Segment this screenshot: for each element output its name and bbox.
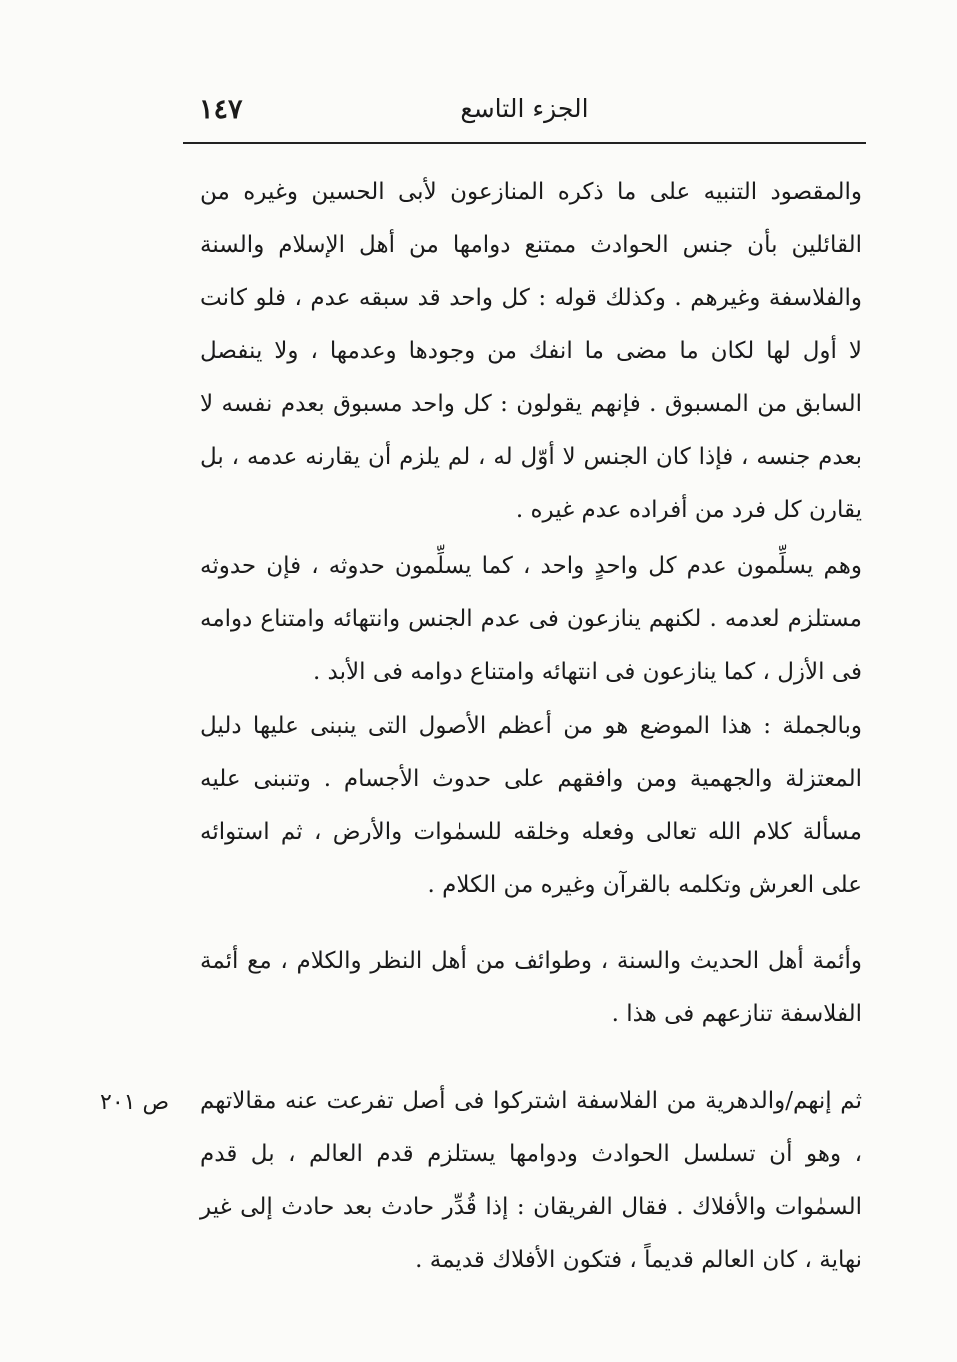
paragraph: والمقصود التنبيه على ما ذكره المنازعون لأبى الحسين وغيره من القائلين بأن جنس الحوادث ممتنع دوامها من أهل الإسلام والسنة والفلاسفة وغيرهم . وكذلك قوله : كل واحد قد سبقه عدم ، فلو كانت لا أول لها لكان ما مضى ما انفك من وجودها وعدمها ، ولا ينفصل السابق من المسبوق . فإنهم يقولون : كل واحد مسبوق بعدم نفسه لا بعدم جنسه ، فإذا كان الجنس لا أوّل له ، لم يلزم أن يقارنه عدمه ، بل يقارن كل فرد من أفراده عدم غيره . [200, 179, 862, 523]
paragraph: وهم يسلِّمون عدم كل واحدٍ واحد ، كما يسلِّمون حدوثه ، فإن حدوثه مستلزم لعدمه . لكنهم ينازعون فى عدم الجنس وانتهائه وامتناع دوامه فى الأزل ، كما ينازعون فى انتهائه وامتناع دوامه فى الأبد . [200, 553, 862, 685]
running-title: الجزء التاسع [460, 94, 589, 123]
paragraph: وأئمة أهل الحديث والسنة ، وطوائف من أهل النظر والكلام ، مع أئمة الفلاسفة تنازعهم فى هذا . [200, 948, 862, 1027]
paragraph: وبالجملة : هذا الموضع هو من أعظم الأصول التى ينبنى عليها دليل المعتزلة والجهمية ومن وافقهم على حدوث الأجسام . وتنبنى عليه مسألة كلام الله تعالى وفعله وخلقه للسمٰوات والأرض ، ثم استوائه على العرش وتكلمه بالقرآن وغيره من الكلام . [200, 713, 862, 898]
page-number: ١٤٧ [199, 94, 243, 125]
paragraph: ثم إنهم/والدهرية من الفلاسفة اشتركوا فى أصل تفرعت عنه مقالاتهم ، وهو أن تسلسل الحوادث ودوامها يستلزم قدم العالم ، بل قدم السمٰوات والأفلاك . فقال الفريقان : إذا قُدِّر حادث بعد حادث إلى غير نهاية ، كان العالم قديماً ، فتكون الأفلاك قديمة . [200, 1088, 862, 1273]
margin-page-reference: ص ٢٠١ [100, 1090, 170, 1115]
header-rule [183, 142, 866, 144]
page-header [183, 92, 866, 142]
